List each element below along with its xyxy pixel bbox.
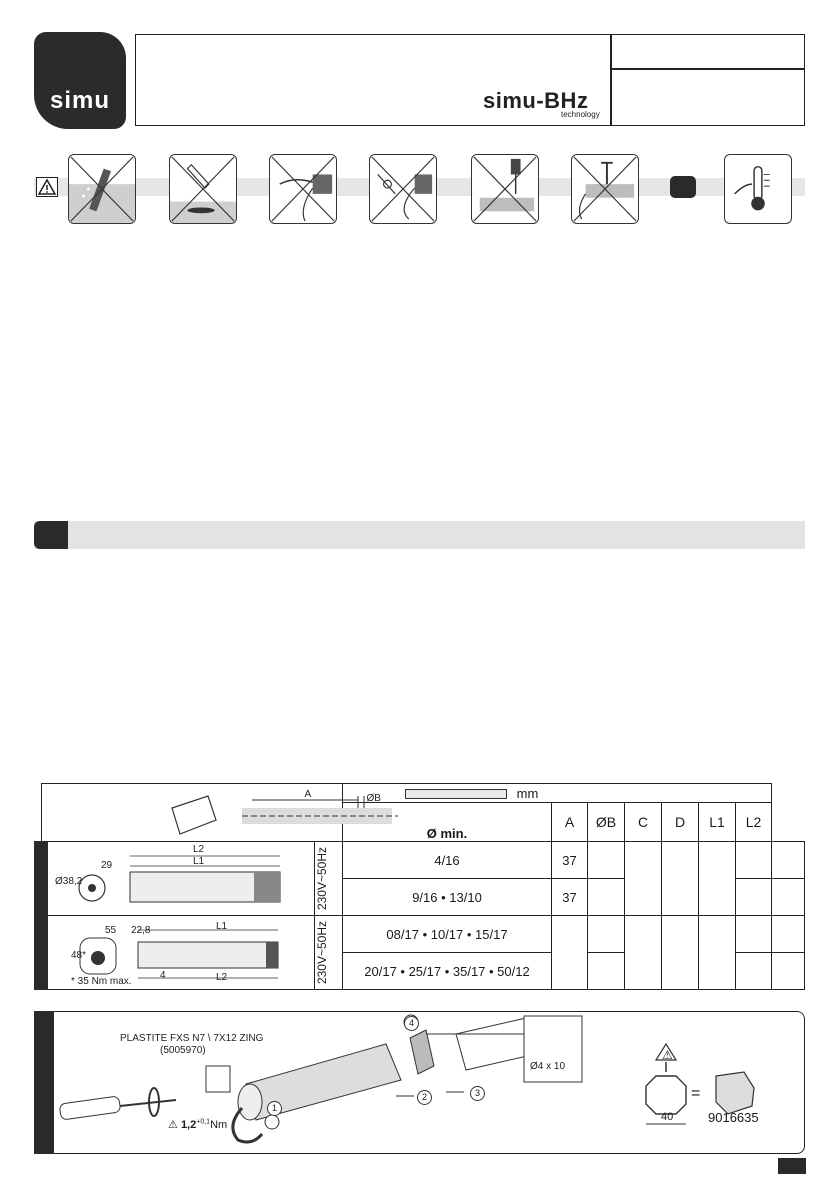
col-b-header: ØB	[588, 803, 625, 842]
part-reference: 9016635	[708, 1110, 759, 1125]
fig1-l2: L2	[193, 844, 205, 855]
step-3-marker: 3	[470, 1086, 485, 1101]
l1-row-1	[736, 842, 772, 879]
l1-row-2	[736, 879, 772, 916]
d-row-3	[699, 916, 736, 990]
fig2-width: 55	[105, 925, 117, 936]
fig2-four: 4	[160, 970, 166, 981]
models-row-4: 20/17 • 25/17 • 35/17 • 50/12	[343, 953, 552, 990]
a-row-3	[588, 916, 625, 953]
l1-row-3	[736, 916, 772, 953]
col-l1-header: L1	[699, 803, 736, 842]
page-number-tab	[778, 1158, 806, 1174]
torque-warning-icon: ⚠	[168, 1119, 178, 1131]
brand-logo: simu-BHz	[483, 88, 589, 113]
dmin-row-3	[552, 916, 588, 990]
col-c-header: C	[625, 803, 662, 842]
warning-icon	[36, 177, 58, 197]
step-1-marker: 1	[267, 1101, 282, 1116]
equals-sign: =	[691, 1085, 701, 1102]
step-2-marker: 2	[417, 1090, 432, 1105]
torque-tolerance: +0,1	[196, 1118, 211, 1126]
dmin-row-2: 37	[552, 879, 588, 916]
torque-unit: Nm	[210, 1119, 228, 1131]
no-drilling-icon	[471, 154, 539, 224]
voltage-cell-2	[315, 916, 343, 990]
dim-a-label: A	[304, 789, 312, 800]
col-a-header: A	[552, 803, 588, 842]
header-divider	[610, 34, 612, 126]
adapter-width: 40	[661, 1111, 674, 1123]
l2-row-2	[772, 879, 805, 916]
fig1-width: 29	[101, 860, 113, 871]
a-row-4	[588, 953, 625, 990]
c-row-1	[662, 842, 699, 916]
fig2-note: * 35 Nm max.	[71, 976, 132, 987]
torque-value: 1,2	[180, 1119, 197, 1131]
dim-b-label: ØB	[366, 793, 381, 804]
l2-row-1	[772, 842, 805, 879]
motor-drawing-2	[41, 916, 315, 990]
motor-drawing-1	[41, 842, 315, 916]
logo-text: simu	[49, 87, 110, 114]
section-number-block	[34, 521, 68, 549]
fig2-width2: 22,8	[131, 925, 151, 936]
header-box	[135, 34, 805, 126]
dmin-label: Ø min.	[426, 826, 468, 841]
rivet-label: Ø4 x 10	[530, 1061, 566, 1072]
section-marker	[670, 176, 696, 198]
no-cable-cut-icon	[369, 154, 437, 224]
dmin-row-1: 37	[552, 842, 588, 879]
spec-table	[34, 783, 805, 990]
d-row-1	[699, 842, 736, 916]
no-immersion-icon	[68, 154, 136, 224]
models-row-1: 4/16	[343, 842, 552, 879]
header-divider-h	[610, 68, 805, 70]
fig2-height: 48*	[71, 950, 87, 961]
no-screw-icon	[571, 154, 639, 224]
screw-ref: (5005970)	[160, 1045, 206, 1056]
no-drop-icon	[169, 154, 237, 224]
col-d-header: D	[662, 803, 699, 842]
simu-logo	[34, 32, 126, 129]
l2-row-3	[772, 916, 805, 953]
brand-subtitle: technology	[561, 110, 600, 119]
screw-label: PLASTITE FXS N7 \ 7X12 ZING	[120, 1033, 264, 1044]
models-row-3: 08/17 • 10/17 • 15/17	[343, 916, 552, 953]
section-band	[34, 521, 805, 549]
b-row-1	[625, 842, 662, 916]
l1-row-4	[736, 953, 772, 990]
torque-spec	[168, 1118, 227, 1131]
c-row-3	[662, 916, 699, 990]
no-cable-pull-icon	[269, 154, 337, 224]
voltage-cell-1	[315, 842, 343, 916]
a-row-2	[588, 879, 625, 916]
voltage-label-2: 230V~50Hz	[315, 920, 329, 985]
adapter-warning-icon: ⚠	[662, 1048, 673, 1062]
temperature-icon	[724, 154, 792, 224]
models-row-2: 9/16 • 13/10	[343, 879, 552, 916]
fig1-l1: L1	[193, 856, 205, 867]
unit-cell	[343, 784, 772, 803]
a-row-1	[588, 842, 625, 879]
b-row-3	[625, 916, 662, 990]
unit-label: mm	[516, 786, 539, 802]
fig2-l1: L1	[216, 921, 228, 932]
l2-row-4	[772, 953, 805, 990]
ruler-icon	[405, 789, 507, 799]
tube-diagram-cell	[41, 784, 381, 842]
step-4-marker: 4	[404, 1016, 419, 1031]
fig2-l2: L2	[216, 972, 228, 983]
voltage-label: 230V~50Hz	[315, 846, 329, 911]
installation-panel-marker	[34, 1011, 54, 1154]
col-l2-header: L2	[736, 803, 772, 842]
fig1-diameter: Ø38,2	[55, 876, 83, 887]
